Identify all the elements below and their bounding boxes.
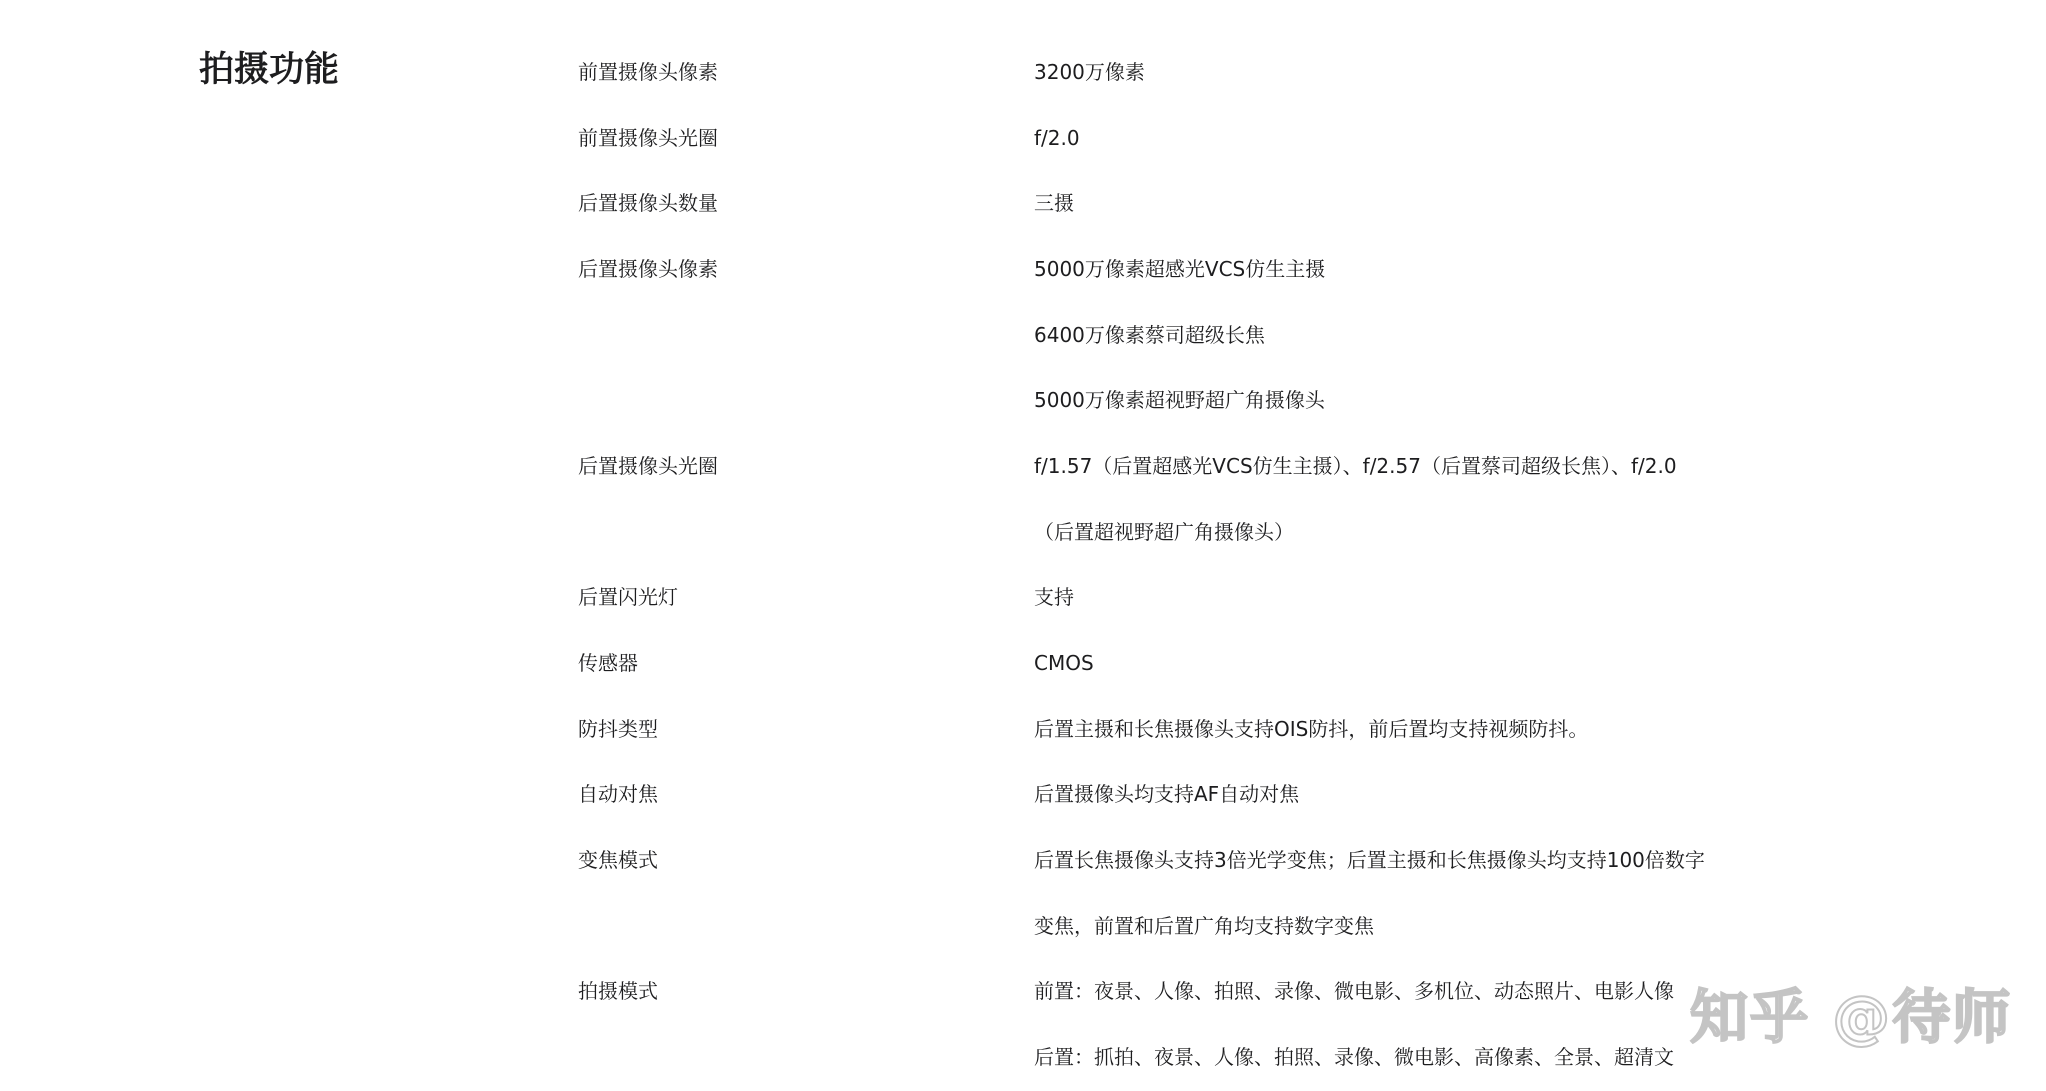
spec-value: 变焦，前置和后置广角均支持数字变焦 (1034, 914, 1374, 938)
spec-value: 三摄 (1034, 191, 1074, 215)
spec-label: 后置摄像头像素 (578, 257, 718, 281)
spec-row (0, 236, 2046, 302)
spec-value: CMOS (1034, 651, 1094, 675)
spec-value: 后置主摄和长焦摄像头支持OIS防抖，前后置均支持视频防抖。 (1034, 717, 1589, 741)
spec-value: 后置长焦摄像头支持3倍光学变焦；后置主摄和长焦摄像头均支持100倍数字 (1034, 848, 1705, 872)
spec-label: 拍摄模式 (578, 979, 658, 1003)
spec-value: 后置摄像头均支持AF自动对焦 (1034, 782, 1300, 806)
spec-row (0, 893, 2046, 959)
spec-row (0, 302, 2046, 368)
spec-label: 后置闪光灯 (578, 585, 678, 609)
spec-row (0, 564, 2046, 630)
spec-value: 5000万像素超视野超广角摄像头 (1034, 388, 1325, 412)
spec-value: 6400万像素蔡司超级长焦 (1034, 323, 1265, 347)
watermark: 知乎 @待师 (1690, 983, 2013, 1051)
spec-label: 前置摄像头光圈 (578, 126, 718, 150)
spec-label: 防抖类型 (578, 717, 658, 741)
spec-row (0, 433, 2046, 499)
spec-row (0, 39, 2046, 105)
spec-value: f/2.0 (1034, 126, 1080, 150)
spec-value: 支持 (1034, 585, 1074, 609)
spec-row (0, 170, 2046, 236)
section-title: 拍摄功能 (199, 50, 340, 90)
spec-row (0, 630, 2046, 696)
spec-value: 5000万像素超感光VCS仿生主摄 (1034, 257, 1326, 281)
spec-row (0, 827, 2046, 893)
spec-label: 传感器 (578, 651, 638, 675)
spec-value: （后置超视野超广角摄像头） (1034, 520, 1294, 544)
spec-value: 前置：夜景、人像、拍照、录像、微电影、多机位、动态照片、电影人像 (1034, 979, 1674, 1003)
spec-row (0, 696, 2046, 762)
spec-value: 3200万像素 (1034, 60, 1145, 84)
spec-row (0, 761, 2046, 827)
spec-row (0, 499, 2046, 565)
spec-label: 后置摄像头数量 (578, 191, 718, 215)
spec-label: 前置摄像头像素 (578, 60, 718, 84)
spec-label: 变焦模式 (578, 848, 658, 872)
spec-row (0, 105, 2046, 171)
spec-label: 后置摄像头光圈 (578, 454, 718, 478)
spec-value: f/1.57（后置超感光VCS仿生主摄）、f/2.57（后置蔡司超级长焦）、f/2.0 (1034, 454, 1677, 478)
spec-row (0, 367, 2046, 433)
spec-value: 后置：抓拍、夜景、人像、拍照、录像、微电影、高像素、全景、超清文 (1034, 1045, 1674, 1069)
spec-label: 自动对焦 (578, 782, 658, 806)
